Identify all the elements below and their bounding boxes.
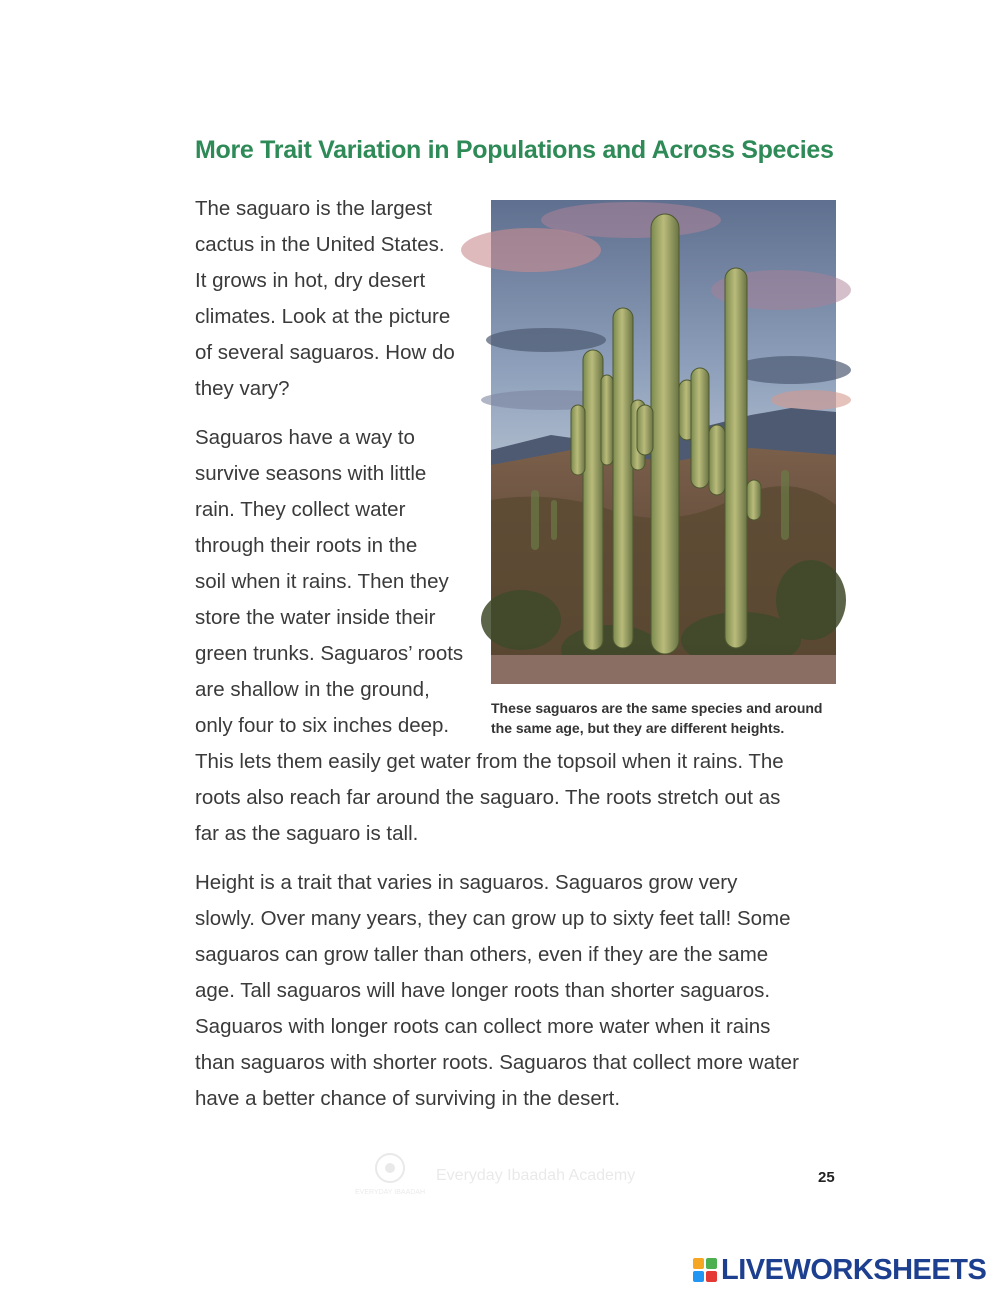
text-line: Saguaros have a way to xyxy=(195,426,415,449)
liveworksheets-wordmark: LIVEWORKSHEETS xyxy=(721,1253,987,1286)
page-title: More Trait Variation in Populations and Across Species xyxy=(195,136,834,164)
caption-line: the same age, but they are different heights. xyxy=(491,720,785,736)
saguaro-cactus-photo xyxy=(491,200,836,684)
text-line: only four to six inches deep. xyxy=(195,714,450,737)
text-line: age. Tall saguaros will have longer roots than shorter saguaros. xyxy=(195,979,771,1002)
text-line: soil when it rains. Then they xyxy=(195,570,449,593)
text-line: they vary? xyxy=(195,377,290,400)
text-line: climates. Look at the picture xyxy=(195,305,451,328)
paragraph-height xyxy=(195,865,799,1117)
text-line: far as the saguaro is tall. xyxy=(195,822,419,845)
saguaro-illustration xyxy=(491,200,836,684)
text-line: survive seasons with little xyxy=(195,462,427,485)
academy-logo-text: EVERYDAY IBAADAH xyxy=(354,1189,426,1196)
text-line: It grows in hot, dry desert xyxy=(195,269,426,292)
text-line: Saguaros with longer roots can collect more water when it rains xyxy=(195,1015,771,1038)
text-line: saguaros can grow taller than others, even if they are the same xyxy=(195,943,769,966)
text-line: cactus in the United States. xyxy=(195,233,445,256)
text-line: Height is a trait that varies in saguaros. Saguaros grow very xyxy=(195,871,738,894)
page-number: 25 xyxy=(818,1169,835,1186)
text-line: green trunks. Saguaros’ roots xyxy=(195,642,464,665)
liveworksheets-blocks-icon xyxy=(693,1258,717,1282)
academy-watermark xyxy=(354,1150,636,1202)
photo-caption xyxy=(491,698,836,738)
text-line: have a better chance of surviving in the desert. xyxy=(195,1087,621,1110)
text-line: through their roots in the xyxy=(195,534,418,557)
text-line: slowly. Over many years, they can grow up to sixty feet tall! Some xyxy=(195,907,791,930)
text-line: store the water inside their xyxy=(195,606,436,629)
text-line: The saguaro is the largest xyxy=(195,197,433,220)
text-line: rain. They collect water xyxy=(195,498,406,521)
liveworksheets-logo[interactable] xyxy=(693,1254,986,1286)
watermark-text: Everyday Ibaadah Academy xyxy=(436,1167,636,1184)
text-line: are shallow in the ground, xyxy=(195,678,430,701)
paragraph-intro xyxy=(195,191,455,407)
caption-line: These saguaros are the same species and around xyxy=(491,700,823,716)
academy-logo-icon xyxy=(354,1150,426,1202)
text-line: than saguaros with shorter roots. Saguaros that collect more water xyxy=(195,1051,799,1074)
text-line: This lets them easily get water from the topsoil when it rains. The xyxy=(195,750,784,773)
text-line: of several saguaros. How do xyxy=(195,341,455,364)
text-line: roots also reach far around the saguaro. The roots stretch out as xyxy=(195,786,781,809)
